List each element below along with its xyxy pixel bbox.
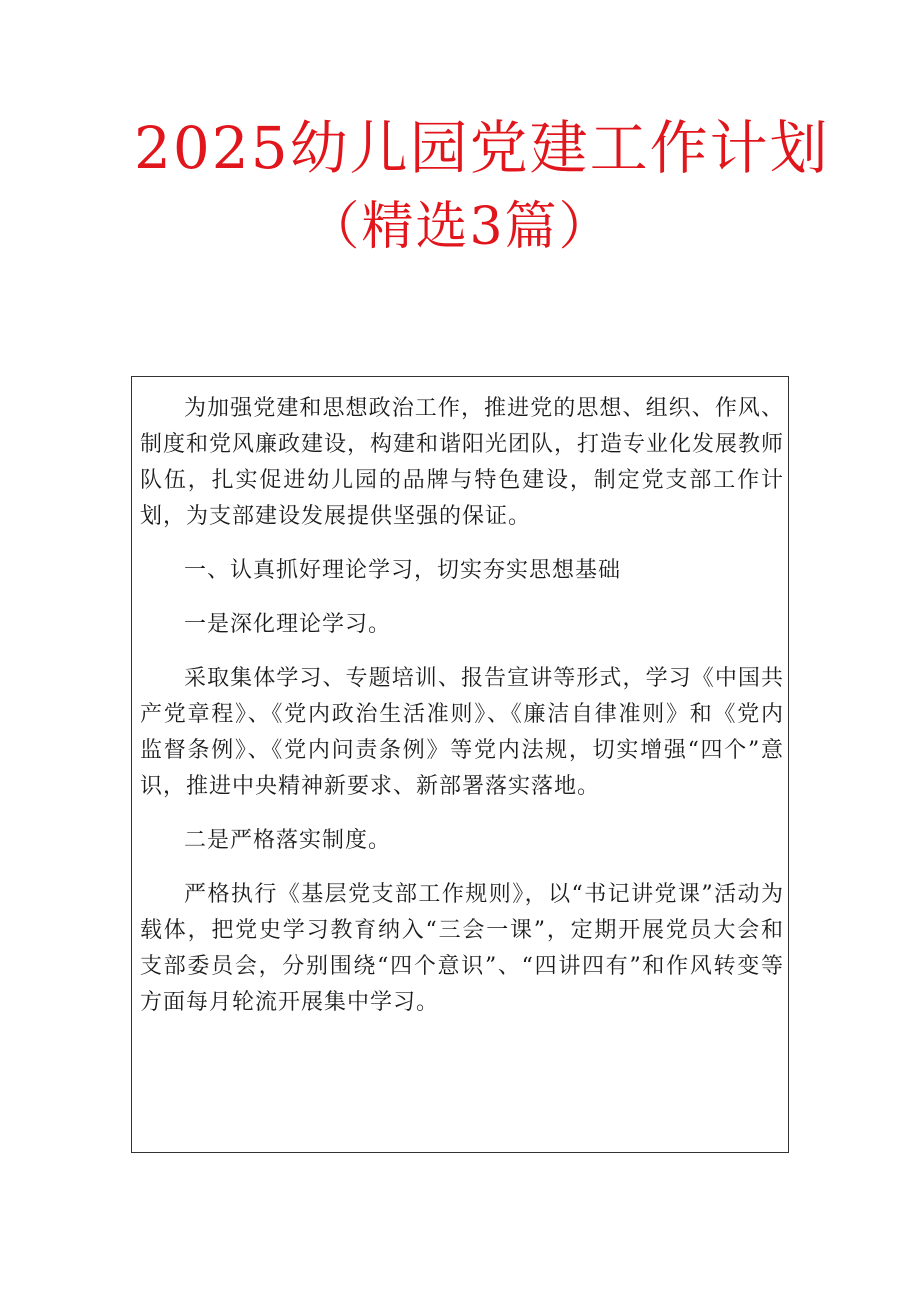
subheading-implement-system: 二是严格落实制度。 [184,828,392,853]
study-paragraph: 采取集体学习、专题培训、报告宣讲等形式，学习《中国共产党章程》、《党内政治生活准则》、《廉洁自律准则》和《党内监督条例》、《党内问责条例》等党内法规，切实增强“四个”意识，推进中央精神新要求、新部署落实落地。 [140,666,784,799]
intro-paragraph: 为加强党建和思想政治工作，推进党的思想、组织、作风、制度和党风廉政建设，构建和谐阳光团队，打造专业化发展教师队伍，扎实促进幼儿园的品牌与特色建设，制定党支部工作计划，为支部建设发展提供坚强的保证。 [140,396,785,529]
document-title-line1: 2025幼儿园党建工作计划 [134,114,830,182]
section-heading-1: 一、认真抓好理论学习，切实夯实思想基础 [184,558,622,583]
system-paragraph: 严格执行《基层党支部工作规则》，以“书记讲党课”活动为载体，把党史学习教育纳入“三会一课”，定期开展党员大会和支部委员会，分别围绕“四个意识”、“四讲四有”和作风转变等方面每月轮流开展集中学习。 [140,882,784,1015]
subheading-deepen-study: 一是深化理论学习。 [184,612,392,637]
document-title-line2: （精选3篇） [307,197,613,257]
content-box [131,376,789,1153]
